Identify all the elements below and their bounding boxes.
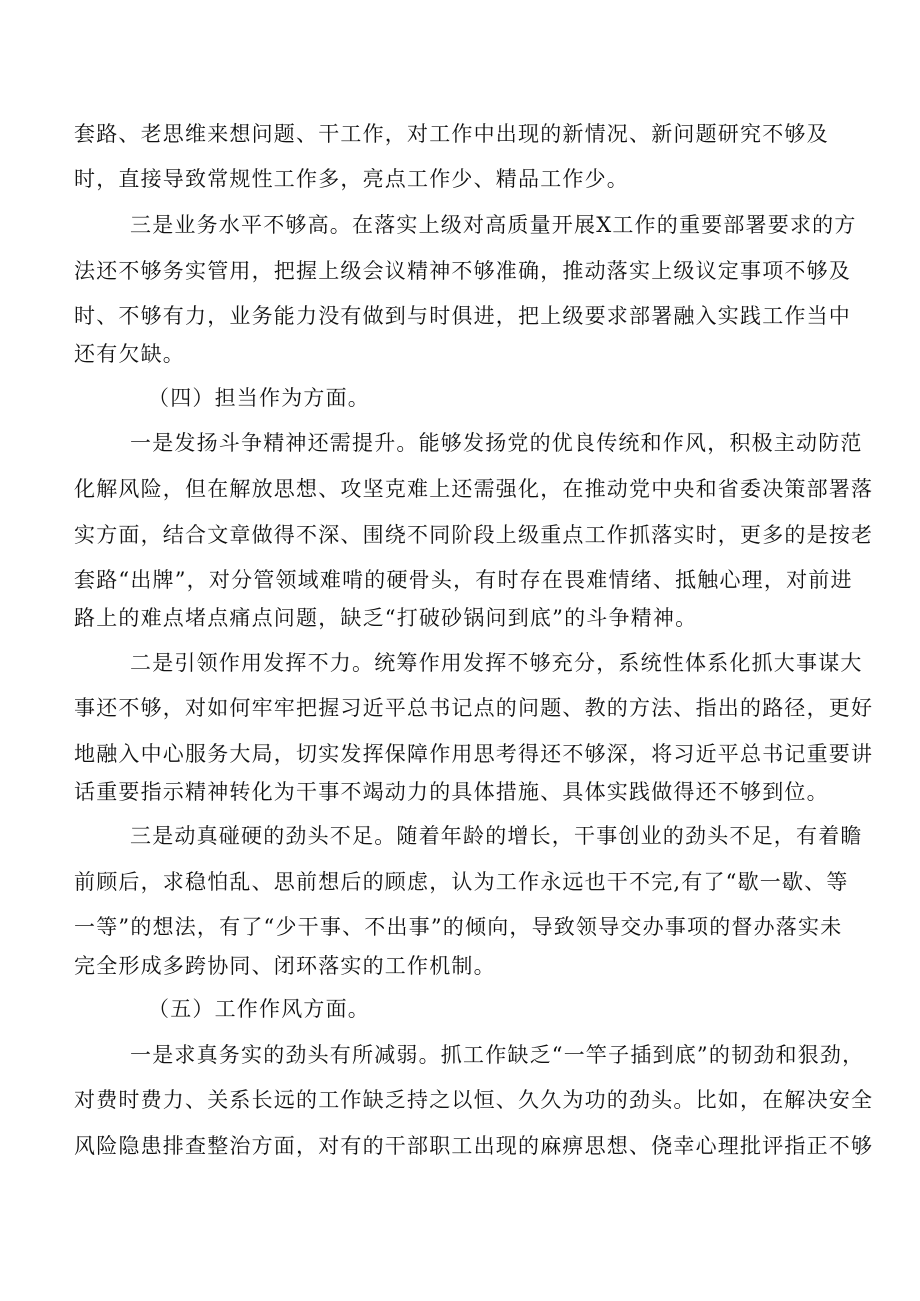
paragraph-start: 三是业务水平不够高。在落实上级对高质量开展X工作的重要部署要求的方 xyxy=(130,213,857,237)
paragraph-start: 三是动真碰硬的劲头不足。随着年龄的增长，干事创业的劲头不足，有着瞻 xyxy=(130,824,863,848)
text-line: 话重要指示精神转化为干事不竭动力的具体措施、具体实践做得还不够到位。 xyxy=(74,780,829,804)
paragraph-start: 一是发扬斗争精神还需提升。能够发扬党的优良传统和作风，积极主动防范 xyxy=(130,431,863,455)
text-line: 前顾后，求稳怕乱、思前想后的顾虑，认为工作永远也干不完,有了“歇一歇、等 xyxy=(74,870,849,894)
section-heading: （四）担当作为方面。 xyxy=(148,386,370,410)
text-line: 地融入中心服务大局，切实发挥保障作用思考得还不够深，将习近平总书记重要讲 xyxy=(74,742,874,766)
text-line: 化解风险，但在解放思想、攻坚克难上还需强化，在推动党中央和省委决策部署落 xyxy=(74,477,874,501)
text-line: 事还不够，对如何牢牢把握习近平总书记点的问题、教的方法、指出的路径，更好 xyxy=(74,696,874,720)
paragraph-start: 一是求真务实的劲头有所减弱。抓工作缺乏“一竿子插到底”的韧劲和狠劲， xyxy=(130,1043,865,1067)
text-line: 完全形成多跨协同、闭环落实的工作机制。 xyxy=(74,954,496,978)
text-line: 时、不够有力，业务能力没有做到与时俱进，把上级要求部署融入实践工作当中 xyxy=(74,304,851,328)
section-heading: （五）工作作风方面。 xyxy=(148,997,370,1021)
text-line: 对费时费力、关系长远的工作缺乏持之以恒、久久为功的劲头。比如，在解决安全 xyxy=(74,1088,874,1112)
text-line: 风险隐患排查整治方面，对有的干部职工出现的麻痹思想、侥幸心理批评指正不够 xyxy=(74,1134,874,1158)
text-line: 实方面，结合文章做得不深、围绕不同阶段上级重点工作抓落实时，更多的是按老 xyxy=(74,523,874,547)
text-line: 套路“出牌”，对分管领域难啃的硬骨头，有时存在畏难情绪、抵触心理，对前进 xyxy=(74,568,853,592)
text-line: 还有欠缺。 xyxy=(74,342,185,366)
text-line: 时，直接导致常规性工作多，亮点工作少、精品工作少。 xyxy=(74,167,629,191)
text-line: 套路、老思维来想问题、干工作，对工作中出现的新情况、新问题研究不够及 xyxy=(74,122,829,146)
text-line: 法还不够务实管用，把握上级会议精神不够准确，推动落实上级议定事项不够及 xyxy=(74,259,851,283)
text-line: 一等”的想法，有了“少干事、不出事”的倾向，导致领导交办事项的督办落实未 xyxy=(74,915,843,939)
text-line: 路上的难点堵点痛点问题，缺乏“打破砂锅问到底”的斗争精神。 xyxy=(74,606,698,630)
paragraph-start: 二是引领作用发挥不力。统筹作用发挥不够充分，系统性体系化抓大事谋大 xyxy=(130,651,863,675)
